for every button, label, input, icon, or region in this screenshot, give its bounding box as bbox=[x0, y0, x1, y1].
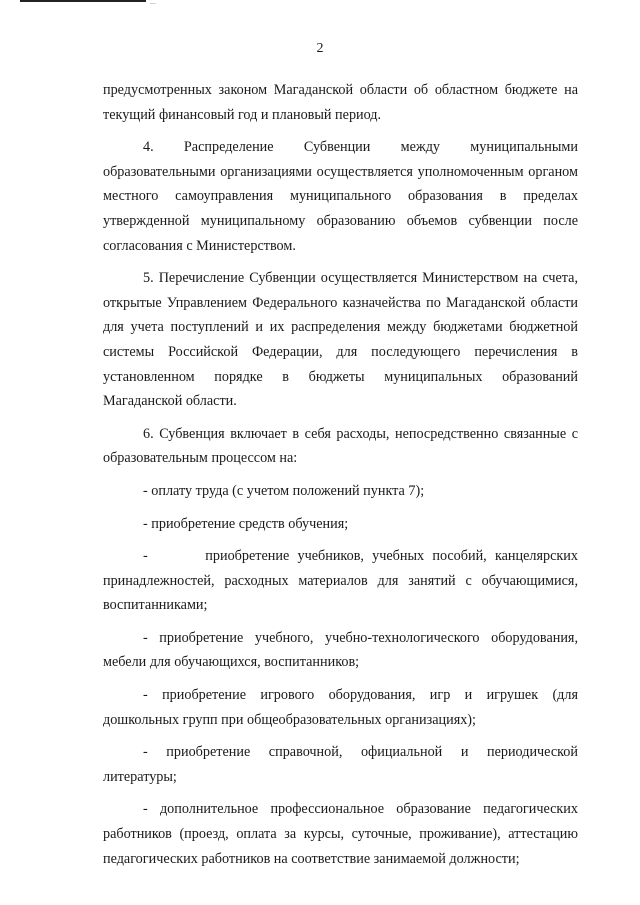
paragraph-item-5: 5. Перечисление Субвенции осуществляется Министерством на счета, открытые Управлением Федерального казначейства по Магаданской области для учета поступлений и их распределения между бюджетами бюджетной системы Российской Федерации, для последующего перечисления в установленном порядке в бюджеты муниципальных образований Магаданской области. bbox=[103, 270, 578, 410]
header-mark: ... bbox=[150, 0, 156, 6]
list-item-literature: - приобретение справочной, официальной и периодической литературы; bbox=[103, 744, 578, 785]
list-item-wages: - оплату труда (с учетом положений пункта 7); bbox=[143, 482, 425, 499]
list-item-teaching-aids: - приобретение средств обучения; bbox=[143, 515, 349, 532]
paragraph-continuation: предусмотренных законом Магаданской области об областном бюджете на текущий финансовый год и плановый период. bbox=[103, 82, 578, 123]
list-item-toys: - приобретение игрового оборудования, игр и игрушек (для дошкольных групп при общеобразовательных организациях); bbox=[103, 687, 578, 728]
paragraph-item-6: 6. Субвенция включает в себя расходы, непосредственно связанные с образовательным процессом на: bbox=[103, 425, 578, 467]
header-rule bbox=[20, 0, 146, 2]
page-number: 2 bbox=[316, 41, 324, 56]
list-item-textbooks: - приобретение учебников, учебных пособий, канцелярских принадлежностей, расходных материалов для занятий с обучающимися, воспитанниками; bbox=[103, 548, 582, 614]
list-item-professional-education: - дополнительное профессиональное образование педагогических работников (проезд, оплата за курсы, суточные, проживание), аттестацию педагогических работников на соответствие занимаемой должности; bbox=[103, 801, 578, 867]
list-item-equipment: - приобретение учебного, учебно-технологического оборудования, мебели для обучающихся, воспитанников; bbox=[103, 629, 578, 671]
document-body bbox=[103, 78, 582, 879]
paragraph-item-4: 4. Распределение Субвенции между муниципальными образовательными организациями осуществляется уполномоченным органом местного самоуправления муниципального образования в пределах утвержденной муниципальному образованию объемов субвенции после согласования с Министерством. bbox=[103, 139, 578, 254]
